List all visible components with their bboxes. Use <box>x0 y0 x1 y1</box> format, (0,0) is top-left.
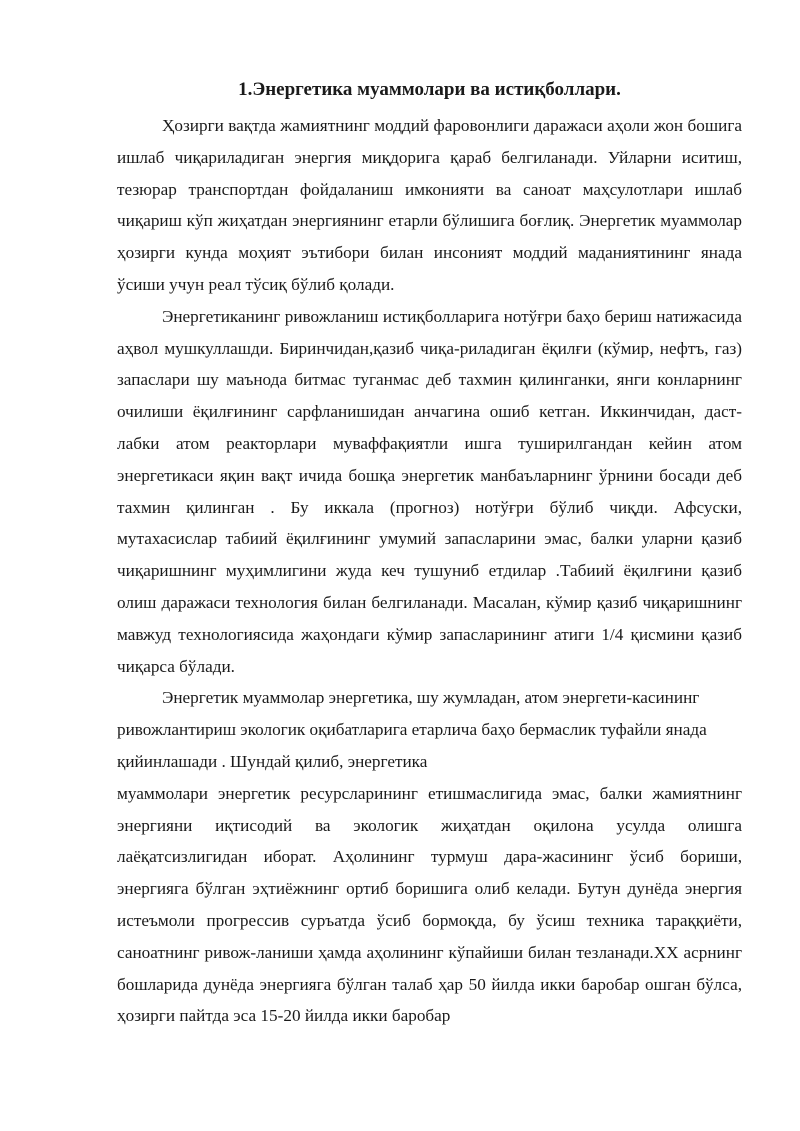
paragraph-3: Энергетик муаммолар энергетика, шу жумладан, атом энергети-касининг ривожлантириш экологик оқибатларига етарлича баҳо бермаслик туфайли янада қийинлашади . Шундай қилиб, энергетика <box>117 688 707 771</box>
document-body <box>117 76 742 1032</box>
paragraph-2: Энергетиканинг ривожланиш истиқболларига нотўғри баҳо бериш натижасида аҳвол мушкуллашди. Биринчидан,қазиб чиқа-риладиган ёқилғи (кўмир, нефтъ, газ) запаслари шу маънода битмас туганмас деб тахмин қилинганки, янги конларнинг очилиши ёқилғининг сарфланишидан анчагина ошиб кетган. Иккинчидан, даст-лабки атом реакторлари муваффақиятли ишга туширилгандан кейин атом энергетикаси яқин вақт ичида бошқа энергетик манбаъларнинг ўрнини босади деб тахмин қилинган . Бу иккала (прогноз) нотўғри бўлиб чиқди. Афсуски, мутахасислар табиий ёқилғининг умумий запасларини эмас, балки уларни қазиб чиқаришнинг муҳимлигини жуда кеч тушуниб етдилар .Табиий ёқилғини қазиб олиш даражаси технология билан белгиланади. Масалан, кўмир қазиб чиқаришнинг мавжуд технологиясида жаҳондаги кўмир запасларининг атиги 1/4 қисмини қазиб чиқарса бўлади. <box>117 306 742 676</box>
section-title: 1.Энергетика муаммолари ва истиқболлари. <box>238 79 621 100</box>
paragraph-4: муаммолари энергетик ресурсларининг етишмаслигида эмас, балки жамиятнинг энергияни иқтисодий ва экологик жиҳатдан оқилона усулда олишга лаёқатсизлигидан иборат. Аҳолининг турмуш дара-жасининг ўсиб бориши, энергияга бўлган эҳтиёжнинг ортиб боришига олиб келади. Бутун дунёда энергия истеъмоли прогрессив суръатда ўсиб бормоқда, бу ўсиш техника тараққиёти, саноатнинг ривож-ланиши ҳамда аҳолининг кўпайиши билан тезланади.XX асрнинг бошларида дунёда энергияга бўлган талаб ҳар 50 йилда икки баробар ошган бўлса, ҳозирги пайтда эса 15-20 йилда икки баробар <box>117 783 742 1026</box>
paragraph-1: Ҳозирги вақтда жамиятнинг моддий фаровонлиги даражаси аҳоли жон бошига ишлаб чиқариладиган энергия миқдорига қараб белгиланади. Уйларни иситиш, тезюрар транспортдан фойдаланиш имконияти ва саноат маҳсулотлари ишлаб чиқариш кўп жиҳатдан энергиянинг етарли бўлишига боғлиқ. Энергетик муаммолар ҳозирги кунда моҳият эътибори билан инсоният моддий маданиятининг янада ўсиши учун реал тўсиқ бўлиб қолади. <box>117 116 742 294</box>
